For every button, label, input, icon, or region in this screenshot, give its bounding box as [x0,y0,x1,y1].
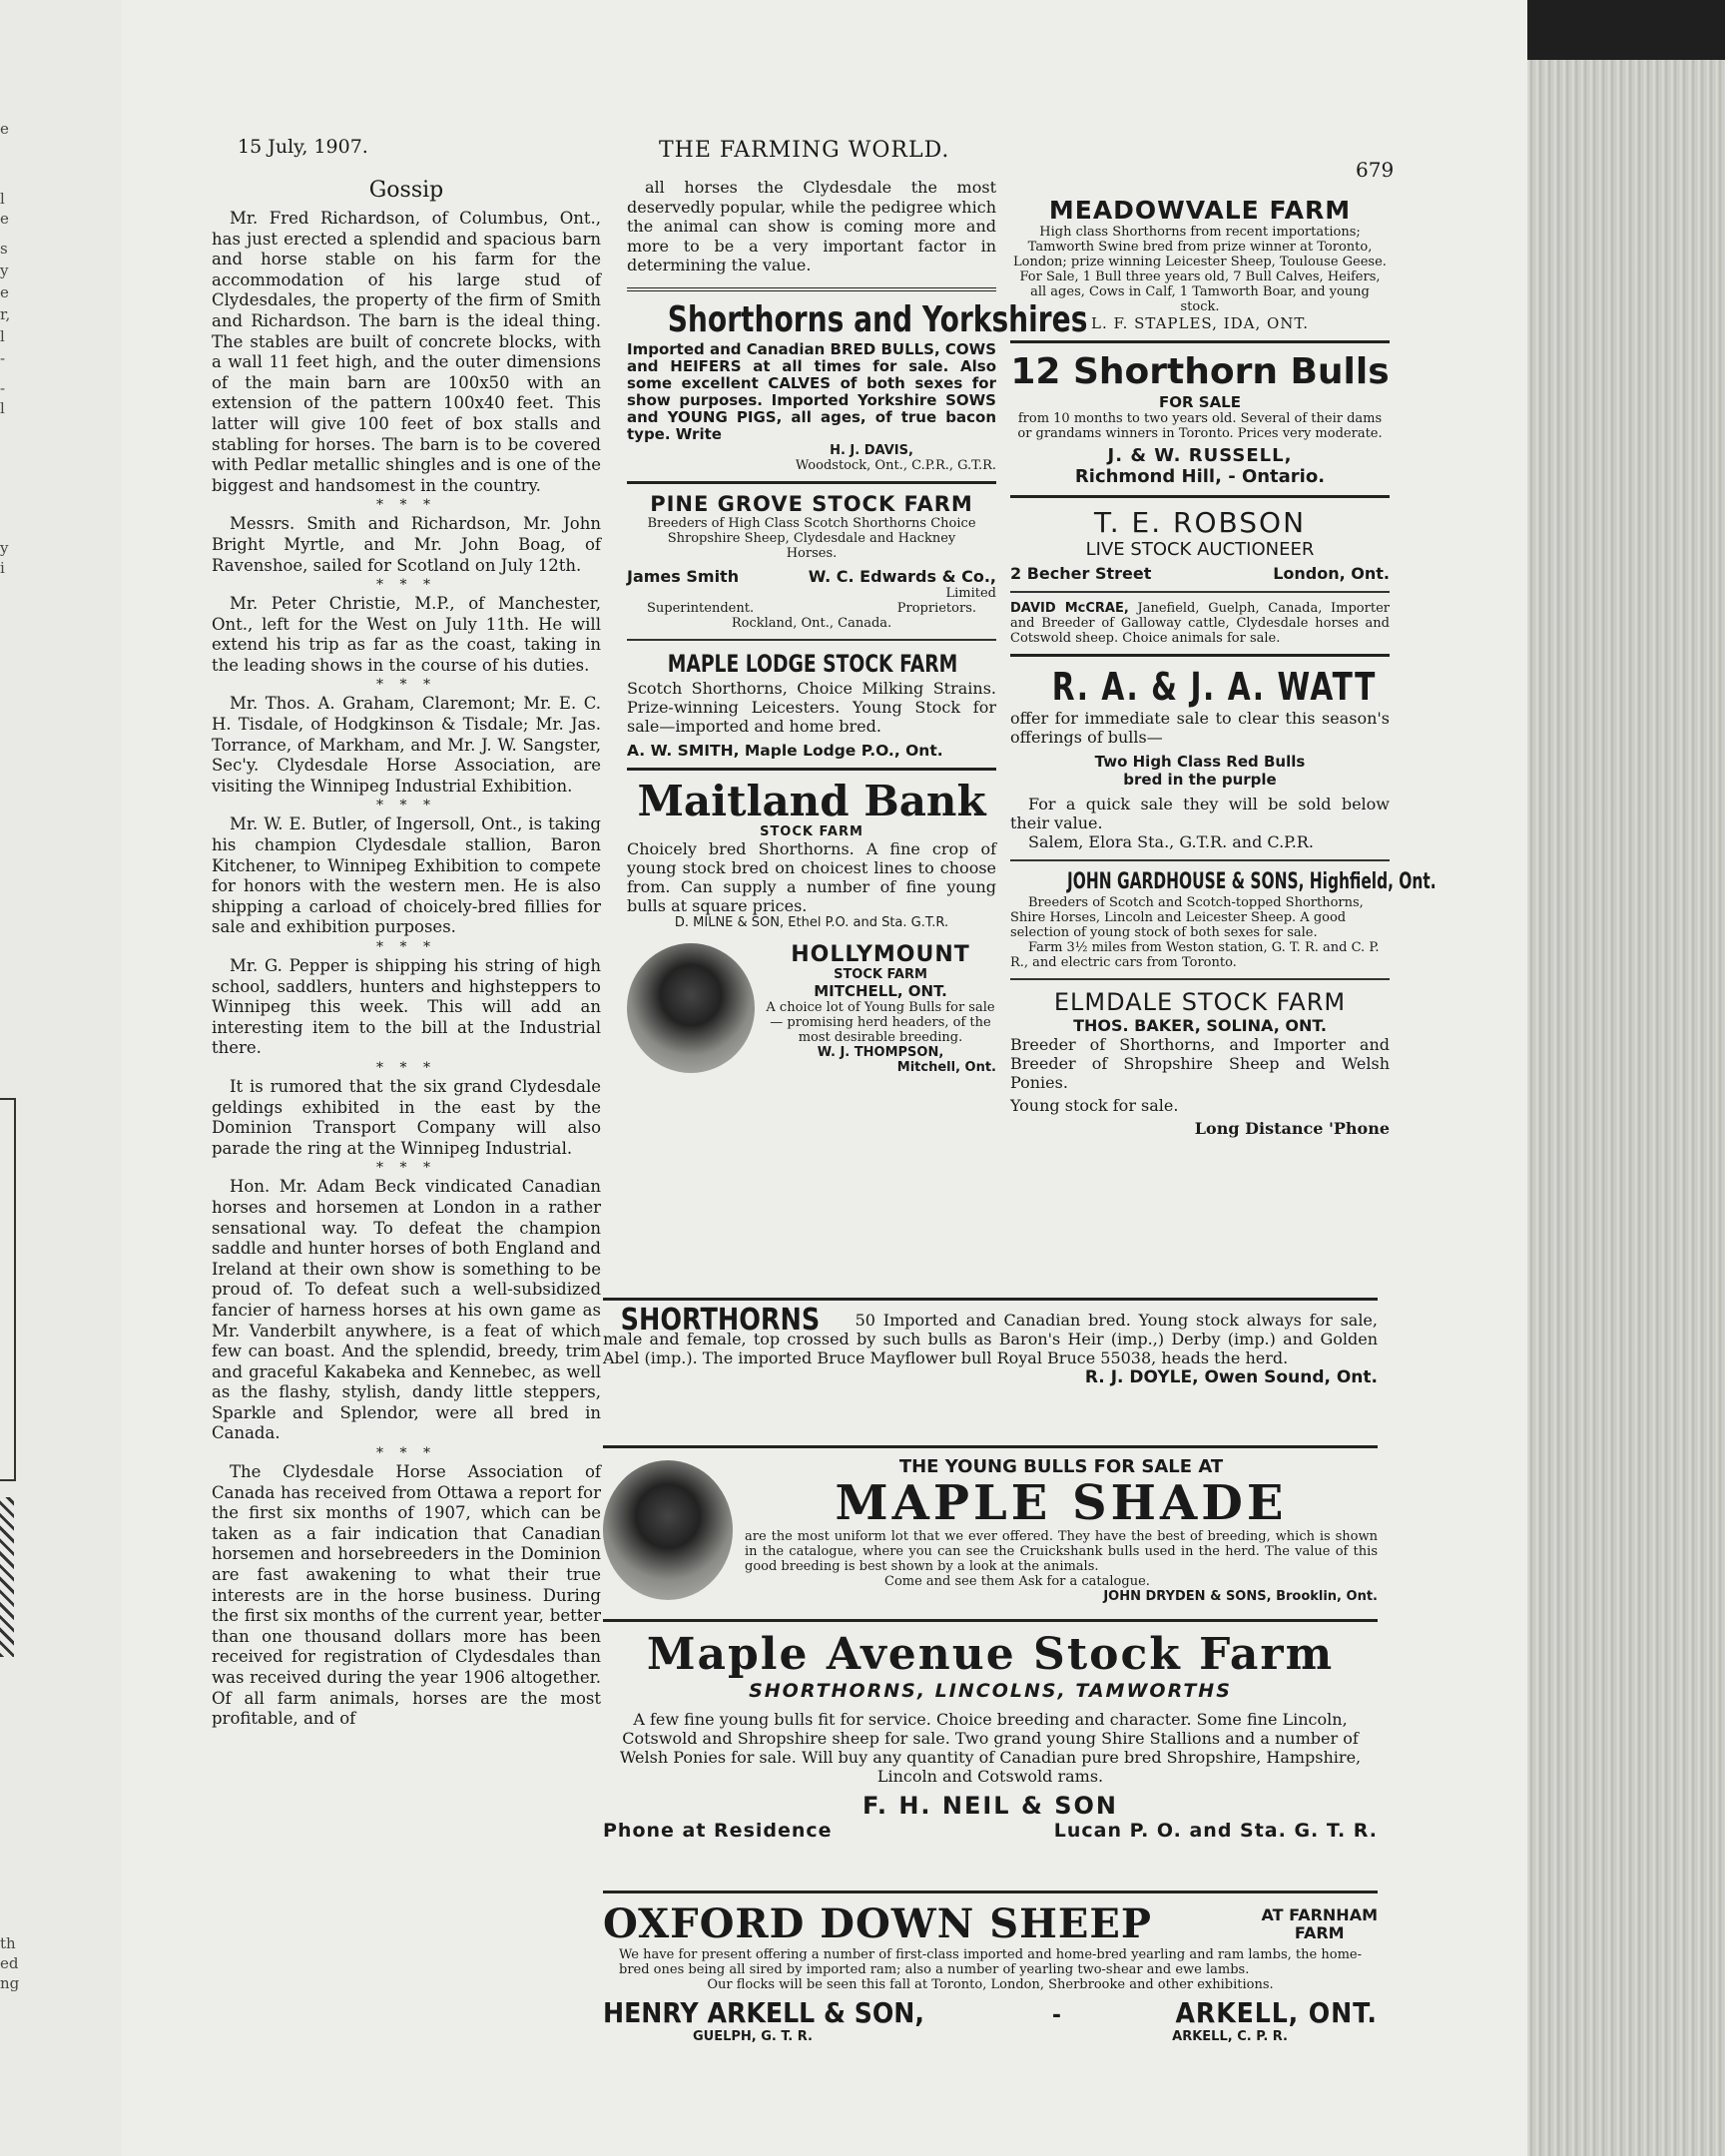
ad-title: ELMDALE STOCK FARM [1053,988,1347,1016]
margin-fragment: ed [0,1954,19,1972]
ad-body: For a quick sale they will be sold below their value. [1010,795,1390,832]
ad-body: Our flocks will be seen this fall at Toronto, London, Sherbrooke and other exhibitions. [707,1977,1274,1992]
ad-body: We have for present offering a number of first-class imported and home-bred yearling and ram lambs, the home-bred ones being all sired by imported ram; also a number of yearling two-shear and ewe lambs. [619,1947,1362,1977]
left-adjacent-page [0,0,128,2156]
gossip-paragraph: Messrs. Smith and Richardson, Mr. John Bright Myrtle, and Mr. John Boag, of Ravenshoe, sailed for Scotland on July 12th. [212,514,601,575]
ad-address: Lucan P. O. and Sta. G. T. R. [1053,1820,1378,1842]
margin-ornament [0,1497,14,1657]
ad-doyle [603,1298,1378,1387]
ad-subtitle: STOCK FARM [760,823,863,839]
ad-street: 2 Becher Street [1010,564,1152,583]
ad-address: Salem, Elora Sta., G.T.R. and C.P.R. [1028,832,1314,851]
ad-shorthorns-yorkshires [627,287,1088,481]
ad-body: A few fine young bulls fit for service. Choice breeding and character. Some fine Lincoln, Cotswold and Shropshire sheep for sale. Two grand young Shire Stallions and a number of Welsh Ponies for sale. Will buy any quantity of Canadian pure bred Shropshire, Hampshire, Lincoln and Cotswold rams. [619,1710,1362,1786]
ad-name: J. & W. RUSSELL, [1107,445,1293,466]
publication-title: THE FARMING WORLD. [659,138,950,163]
ad-place: ARKELL, ONT. [1175,1996,1378,2029]
ad-title-side: FARM [1294,1923,1345,1942]
ad-name: HENRY ARKELL & SON, [603,1996,924,2029]
margin-fragment: e [0,210,9,228]
ad-subtitle: FOR SALE [1159,393,1241,411]
ad-address: L. F. STAPLES, IDA, ONT. [1091,314,1309,332]
continued-paragraph: all horses the Clydesdale the most deservedly popular, while the pedigree which the animal can show is coming more and more to be a very important factor in determining the value. [627,178,996,274]
ad-address: JOHN DRYDEN & SONS, Brooklin, Ont. [1103,1589,1378,1604]
ad-title-side: AT FARNHAM [1261,1905,1378,1924]
ad-dash: - [1051,2003,1062,2028]
margin-fragment: l [0,327,5,345]
ad-maple-lodge [627,639,996,768]
ad-body: Janefield, Guelph, Canada, Importer and Breeder of Galloway cattle, Clydesdale horses and Cotswold sheep. Choice animals for sale. [1010,601,1390,646]
ad-mccrae [1010,591,1390,654]
ad-body: High class Shorthorns from recent importations; Tamworth Swine bred from prize winner at Toronto, London; prize winning Leicester Sheep, Toulouse Geese. For Sale, 1 Bull three years old, 7 Bull Calves, Heifers, all ages, Cows in Calf, 1 Tamworth Boar, and young stock. [1013,225,1387,314]
ad-title: Maitland Bank [637,776,986,825]
ad-limited: Limited [945,585,996,601]
ad-left-role: Superintendent. [647,600,755,616]
ad-title: HOLLYMOUNT [791,941,970,967]
gossip-paragraph: The Clydesdale Horse Association of Canada has received from Ottawa a report for the first six months of 1907, which can be taken as a fair indication that Canadian horsemen and horsebreeders in the Dominion are fast awakening to what their true interests are in the horse business. During the first six months of the current year, better than one thousand dollars more has been received for registration of Clydesdales than was received during the year 1906 altogether. Of all farm animals, horses are the most profitable, and of [212,1462,601,1729]
margin-fragment: s [0,240,8,258]
ads-column-right [1010,196,1437,1146]
ad-hollymount [627,938,996,1083]
ad-title: JOHN GARDHOUSE & SONS, Highfield, Ont. [1067,869,1437,894]
ad-body: offer for immediate sale to clear this season's offerings of bulls— [1010,709,1390,747]
ad-subtitle: SHORTHORNS, LINCOLNS, TAMWORTHS [749,1680,1232,1702]
ad-highlight: Two High Class Red Bulls [1094,753,1306,771]
ad-title: T. E. ROBSON [1093,506,1307,539]
ad-address: Richmond Hill, - Ontario. [1074,466,1326,487]
margin-fragment: th [0,1934,16,1952]
gossip-paragraph: It is rumored that the six grand Clydesdale geldings exhibited in the east by the Dominion Transport Company will also parade the ring at the Winnipeg Industrial. [212,1076,601,1158]
separator: * * * [376,1059,436,1076]
ad-body: Choicely bred Shorthorns. A fine crop of young stock bred on choicest lines to choose from. Can supply a number of fine young bulls at square prices. [627,838,996,915]
margin-fragment: y [0,262,9,279]
ad-name: H. J. DAVIS, [830,442,913,458]
separator: * * * [376,1445,436,1462]
ad-body: Scotch Shorthorns, Choice Milking Strains. Prize-winning Leicesters. Young Stock for sale—imported and home bred. [627,678,996,736]
ad-body: Breeders of Scotch and Scotch-topped Shorthorns, Shire Horses, Lincoln and Leicester Sheep. A good selection of young stock of both sexes for sale. [1010,895,1364,940]
ad-pine-grove [627,481,996,639]
margin-fragment: - [0,349,6,367]
page-number: 679 [1356,158,1395,182]
ad-title: MAPLE LODGE STOCK FARM [667,649,958,678]
margin-fragment: e [0,120,9,138]
margin-fragment: y [0,539,9,557]
ad-subtitle: LIVE STOCK AUCTIONEER [1085,539,1315,560]
bull-portrait-icon [603,1460,733,1600]
ad-phone: Long Distance 'Phone [1194,1119,1390,1138]
ad-subtitle: THOS. BAKER, SOLINA, ONT. [1073,1016,1327,1035]
ad-name: F. H. NEIL & SON [862,1792,1118,1820]
margin-fragment: r, [0,305,11,323]
ad-meadowvale [1010,196,1390,340]
ad-place: MITCHELL, ONT. [814,981,947,1000]
ad-oxford-down [603,1890,1378,2044]
ad-maple-shade [603,1445,1378,1604]
ad-left-sub: GUELPH, G. T. R. [693,2029,813,2044]
separator: * * * [376,1160,436,1177]
issue-date: 15 July, 1907. [238,136,368,158]
ad-title: R. A. & J. A. WATT [1051,665,1377,709]
ad-phone: Phone at Residence [603,1820,833,1842]
ad-title: PINE GROVE STOCK FARM [650,491,973,516]
separator: * * * [376,798,436,814]
ad-name: DAVID McCRAE, [1010,601,1129,616]
ad-body: A choice lot of Young Bulls for sale — promising herd headers, of the most desirable breeding. [766,999,995,1045]
ad-watt [1010,654,1390,859]
ad-address: R. J. DOYLE, Owen Sound, Ont. [1084,1367,1378,1387]
margin-fragment: - [0,379,6,397]
ad-robson [1010,495,1390,591]
separator: * * * [376,677,436,694]
ad-body: Farm 3½ miles from Weston station, G. T. R. and C. P. R., and electric cars from Toronto. [1010,940,1380,970]
margin-fragment: i [0,559,5,577]
separator: * * * [376,577,436,594]
ad-title: SHORTHORNS [620,1303,821,1338]
gossip-paragraph: Mr. W. E. Butler, of Ingersoll, Ont., is taking his champion Clydesdale stallion, Baron Kitchener, to Winnipeg Exhibition to compete for honors with the western men. He is also shipping a carload of choicely-bred fillies for sale and exhibition purposes. [212,814,601,937]
gossip-paragraph: Mr. Peter Christie, M.P., of Manchester, Ont., left for the West on July 11th. He will extend his trip as far as the coast, taking in the leading shows in the course of his duties. [212,594,601,675]
separator: * * * [376,939,436,955]
ad-address: Woodstock, Ont., C.P.R., G.T.R. [795,457,996,473]
margin-fragment: l [0,190,5,208]
margin-fragment: ng [0,1974,20,1992]
ad-title: 12 Shorthorn Bulls [1010,351,1390,392]
ad-address: Mitchell, Ont. [896,1059,996,1075]
ad-city: London, Ont. [1273,564,1390,583]
margin-box [0,1098,16,1481]
ad-body: Breeders of High Class Scotch Shorthorns Choice Shropshire Sheep, Clydesdale and Hackney Horses. [647,515,976,561]
ad-title: MAPLE SHADE [835,1475,1288,1531]
ad-twelve-bulls [1010,340,1390,495]
gossip-column [212,178,601,1730]
ad-gardhouse [1010,859,1437,978]
bull-portrait-icon [627,943,755,1073]
ad-body: Young stock for sale. [1010,1096,1179,1115]
ad-body: are the most uniform lot that we ever offered. They have the best of breeding, which is shown in the catalogue, where you can see the Cruickshank bulls used in the herd. The value of this good breeding is best shown by a look at the animals. [745,1529,1378,1574]
gossip-title: Gossip [368,178,444,203]
ad-title: Shorthorns and Yorkshires [667,298,1088,340]
gossip-paragraph: Hon. Mr. Adam Beck vindicated Canadian horses and horsemen at London in a rather sensational way. To defeat the champion saddle and hunter horses of both England and Ireland at their own show is something to be proud of. To defeat such a well-subsidized fancier of harness horses at his own game as Mr. Vanderbilt anywhere, is a feat of which few can boast. And the splendid, breedy, trim and graceful Kakabeka and Kennebec, as well as the flashy, stylish, dandy little steppers, Sparkle and Splendor, were all bred in Canada. [212,1177,601,1443]
gossip-paragraph: Mr. Thos. A. Graham, Claremont; Mr. E. C. H. Tisdale, of Hodgkinson & Tisdale; Mr. Jas. Torrance, of Markham, and Mr. J. W. Sangster, Sec'y. Clydesdale Horse Association, are visiting the Winnipeg Industrial Exhibition. [212,694,601,796]
gossip-paragraph: Mr. G. Pepper is shipping his string of high school, saddlers, hunters and highsteppers to Winnipeg this week. This will add an interesting item to the bill at the Industrial there. [212,956,601,1058]
ad-body: Breeder of Shorthorns, and Importer and Breeder of Shropshire Sheep and Welsh Ponies. [1010,1035,1390,1092]
gossip-paragraph: Mr. Fred Richardson, of Columbus, Ont., has just erected a splendid and spacious barn and horse stable on his farm for the accommodation of his large stud of Clydesdales, the property of the firm of Smith and Richardson. The barn is the ideal thing. The stables are built of concrete blocks, with a wall 11 feet high, and the outer dimensions of the main barn are 100x50 with an extension of the pattern 100x40 feet. This latter will give 100 feet of box stalls and stabling for horses. The barn is to be covered with Pedlar metallic shingles and is one of the biggest and handsomest in the country. [212,209,601,495]
ad-kicker: THE YOUNG BULLS FOR SALE AT [898,1456,1224,1477]
ad-title: Maple Avenue Stock Farm [646,1629,1335,1680]
ad-body: 50 Imported and Canadian bred. Young stock always for sale, male and female, top crossed by such bulls as Baron's Heir (imp.,) Derby (imp.) and Golden Abel (imp.). The imported Bruce Mayflower bull Royal Bruce 55038, heads the herd. [603,1311,1378,1367]
margin-fragment: l [0,399,5,417]
ad-title: OXFORD DOWN SHEEP [603,1900,1152,1947]
ad-body: Come and see them Ask for a catalogue. [884,1574,1150,1589]
ad-title: MEADOWVALE FARM [1048,196,1352,225]
ad-right-name: W. C. Edwards & Co., [808,566,996,586]
ad-maple-avenue [603,1619,1378,1842]
ad-address: D. MILNE & SON, Ethel P.O. and Sta. G.T.R. [674,914,949,930]
ad-name: W. J. THOMPSON, [817,1044,944,1060]
ad-subtitle: STOCK FARM [834,966,927,982]
ad-elmdale [1010,978,1390,1146]
ad-address: Rockland, Ont., Canada. [731,615,892,631]
book-page-edges [1525,60,1725,2156]
margin-fragment: e [0,283,9,301]
ad-address: A. W. SMITH, Maple Lodge P.O., Ont. [627,741,943,760]
ad-maitland-bank [627,768,996,938]
ad-body: from 10 months to two years old. Several of their dams or grandams winners in Toronto. Prices very moderate. [1017,411,1383,441]
ad-body: Imported and Canadian BRED BULLS, COWS and HEIFERS at all times for sale. Also some excellent CALVES of both sexes for show purposes. Imported Yorkshire SOWS and YOUNG PIGS, all ages, of true bacon type. Write [627,339,997,443]
ad-right-role: Proprietors. [896,600,976,616]
ad-left-name: James Smith [627,566,740,586]
separator: * * * [376,497,436,514]
ad-highlight: bred in the purple [1123,771,1277,789]
ad-right-sub: ARKELL, C. P. R. [1172,2029,1288,2044]
